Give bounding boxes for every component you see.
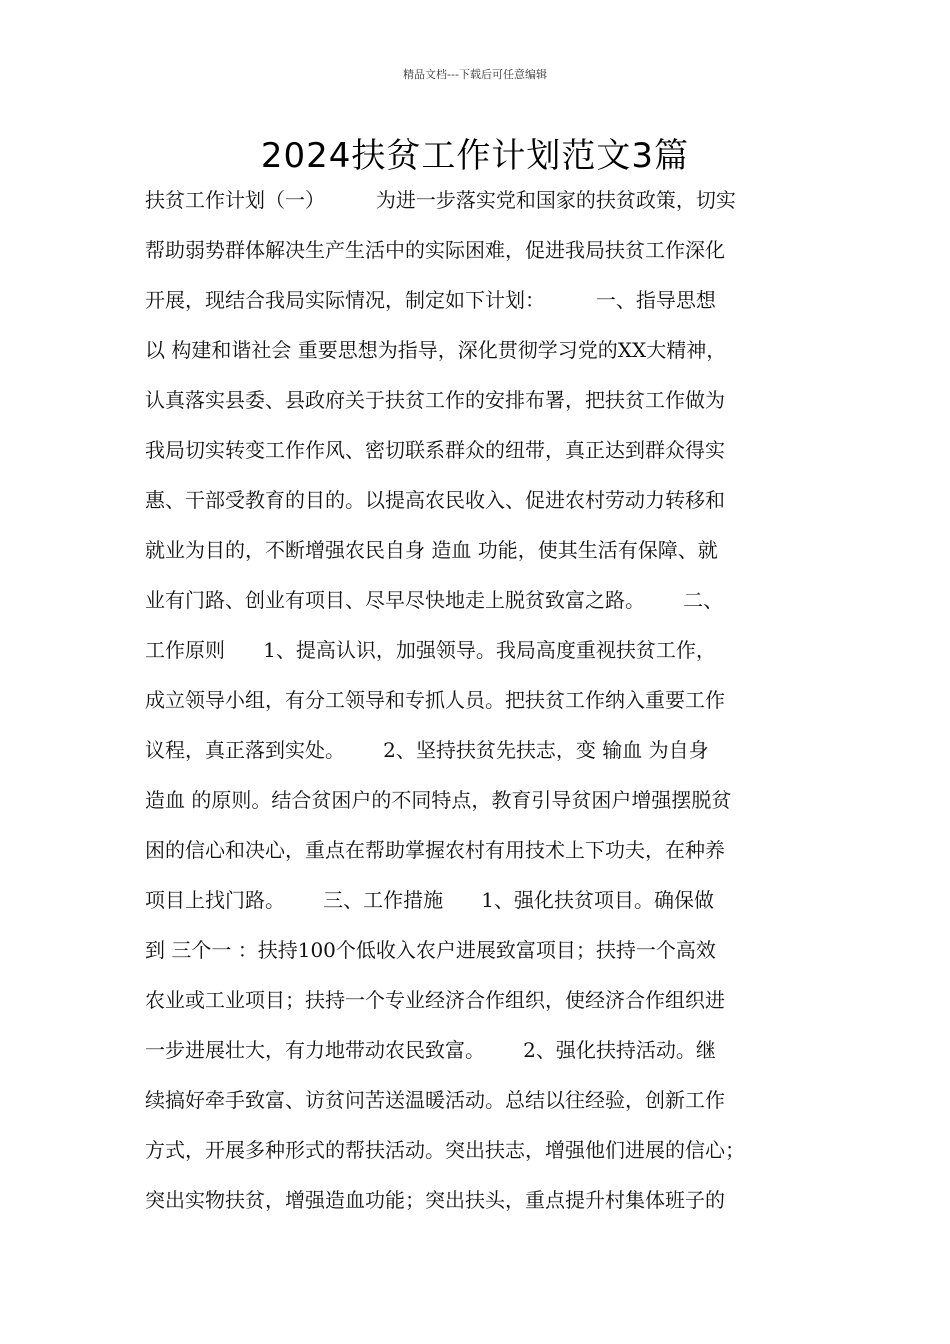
body-line: 到 三个一 ：扶持100个低收入农户进展致富项目；扶持一个高效	[145, 938, 716, 962]
body-line: 项目上找门路。 三、工作措施 1、强化扶贫项目。确保做	[145, 888, 715, 912]
document-title: 2024扶贫工作计划范文3篇	[260, 136, 690, 176]
body-line: 业有门路、创业有项目、尽早尽快地走上脱贫致富之路。 二、	[145, 588, 724, 612]
document-body	[145, 180, 825, 1230]
body-line: 就业为目的，不断增强农民自身 造血 功能，使其生活有保障、就	[145, 538, 718, 562]
body-line: 农业或工业项目；扶持一个专业经济合作组织，使经济合作组织进	[145, 988, 725, 1012]
body-line: 突出实物扶贫，增强造血功能；突出扶头，重点提升村集体班子的	[145, 1188, 725, 1212]
body-line: 成立领导小组，有分工领导和专抓人员。把扶贫工作纳入重要工作	[145, 688, 725, 712]
body-line: 惠、干部受教育的目的。以提高农民收入、促进农村劳动力转移和	[145, 488, 725, 512]
body-line: 我局切实转变工作作风、密切联系群众的纽带，真正达到群众得实	[145, 438, 725, 462]
body-line: 扶贫工作计划（一） 为进一步落实党和国家的扶贫政策，切实	[145, 188, 736, 212]
body-line: 工作原则 1、提高认识，加强领导。我局高度重视扶贫工作，	[145, 638, 716, 662]
body-line: 认真落实县委、县政府关于扶贫工作的安排布署，把扶贫工作做为	[145, 388, 725, 412]
body-line: 困的信心和决心，重点在帮助掌握农村有用技术上下功夫，在种养	[145, 838, 725, 862]
body-line: 造血 的原则。结合贫困户的不同特点，教育引导贫困户增强摆脱贫	[145, 788, 732, 812]
body-line: 以 构建和谐社会 重要思想为指导，深化贯彻学习党的XX大精神，	[145, 338, 727, 362]
body-line: 方式，开展多种形式的帮扶活动。突出扶志，增强他们进展的信心；	[145, 1138, 745, 1162]
body-line: 议程，真正落到实处。 2、坚持扶贫先扶志，变 输血 为自身	[145, 738, 709, 762]
body-line: 一步进展壮大，有力地带动农民致富。 2、强化扶持活动。继	[145, 1038, 716, 1062]
body-line: 开展，现结合我局实际情况，制定如下计划： 一、指导思想	[145, 288, 716, 312]
page-header: 精品文档---下载后可任意编辑	[403, 68, 547, 81]
body-line: 帮助弱势群体解决生产生活中的实际困难，促进我局扶贫工作深化	[145, 238, 725, 262]
body-line: 续搞好牵手致富、访贫问苦送温暖活动。总结以往经验，创新工作	[145, 1088, 725, 1112]
